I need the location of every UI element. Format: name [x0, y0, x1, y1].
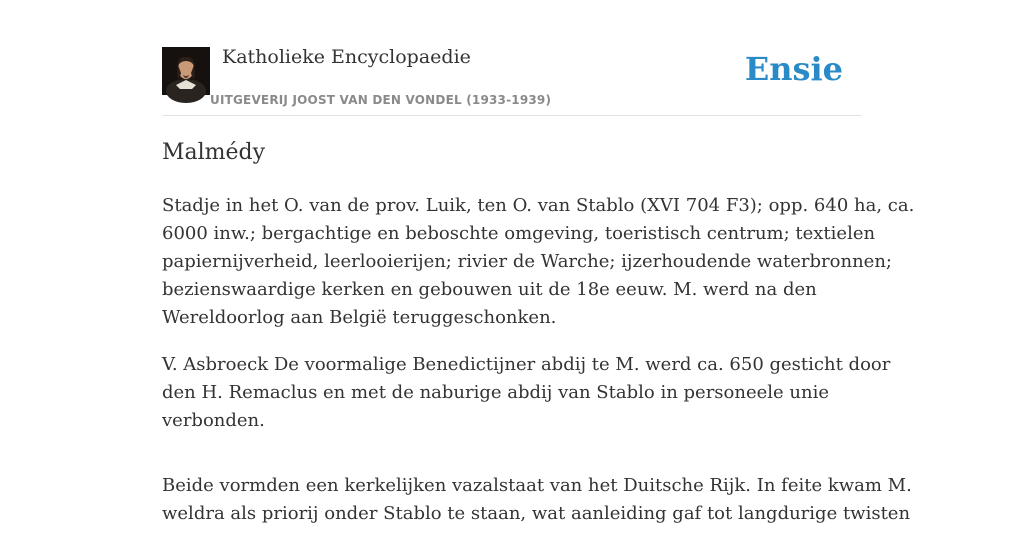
portrait-avatar-icon[interactable]: [162, 47, 210, 95]
paragraph: [162, 192, 915, 332]
paragraph: [162, 472, 912, 528]
portrait-icon: [162, 47, 210, 95]
site-header: [162, 40, 862, 116]
text-line: Beide vormden een kerkelijken vazalstaat van het Duitsche Rijk. In feite kwam M.: [162, 475, 912, 496]
text-line: 6000 inw.; bergachtige en beboschte omgeving, toeristisch centrum; textielen: [162, 223, 876, 244]
text-line: V. Asbroeck De voormalige Benedictijner abdij te M. werd ca. 650 gesticht door: [162, 354, 891, 375]
text-line: den H. Remaclus en met de naburige abdij van Stablo in personeele unie: [162, 382, 829, 403]
brand-logo-link[interactable]: Ensie: [744, 50, 843, 88]
article-title: Malmédy: [162, 140, 266, 165]
text-line: weldra als priorij onder Stablo te staan, wat aanleiding gaf tot langdurige twisten: [162, 503, 911, 524]
text-line: Wereldoorlog aan België teruggeschonken.: [162, 307, 557, 328]
publisher-label: UITGEVERIJ JOOST VAN DEN VONDEL (1933-1939): [210, 93, 552, 107]
article-body: [162, 192, 915, 547]
text-line: papiernijverheid, leerlooierijen; rivier de Warche; ijzerhoudende waterbronnen;: [162, 251, 892, 272]
paragraph: [162, 351, 891, 435]
site-title[interactable]: Katholieke Encyclopaedie: [222, 46, 471, 68]
text-line: bezienswaardige kerken en gebouwen uit de 18e eeuw. M. werd na den: [162, 279, 817, 300]
text-line: verbonden.: [162, 410, 265, 431]
text-line: Stadje in het O. van de prov. Luik, ten O. van Stablo (XVI 704 F3); opp. 640 ha, ca.: [162, 195, 915, 216]
